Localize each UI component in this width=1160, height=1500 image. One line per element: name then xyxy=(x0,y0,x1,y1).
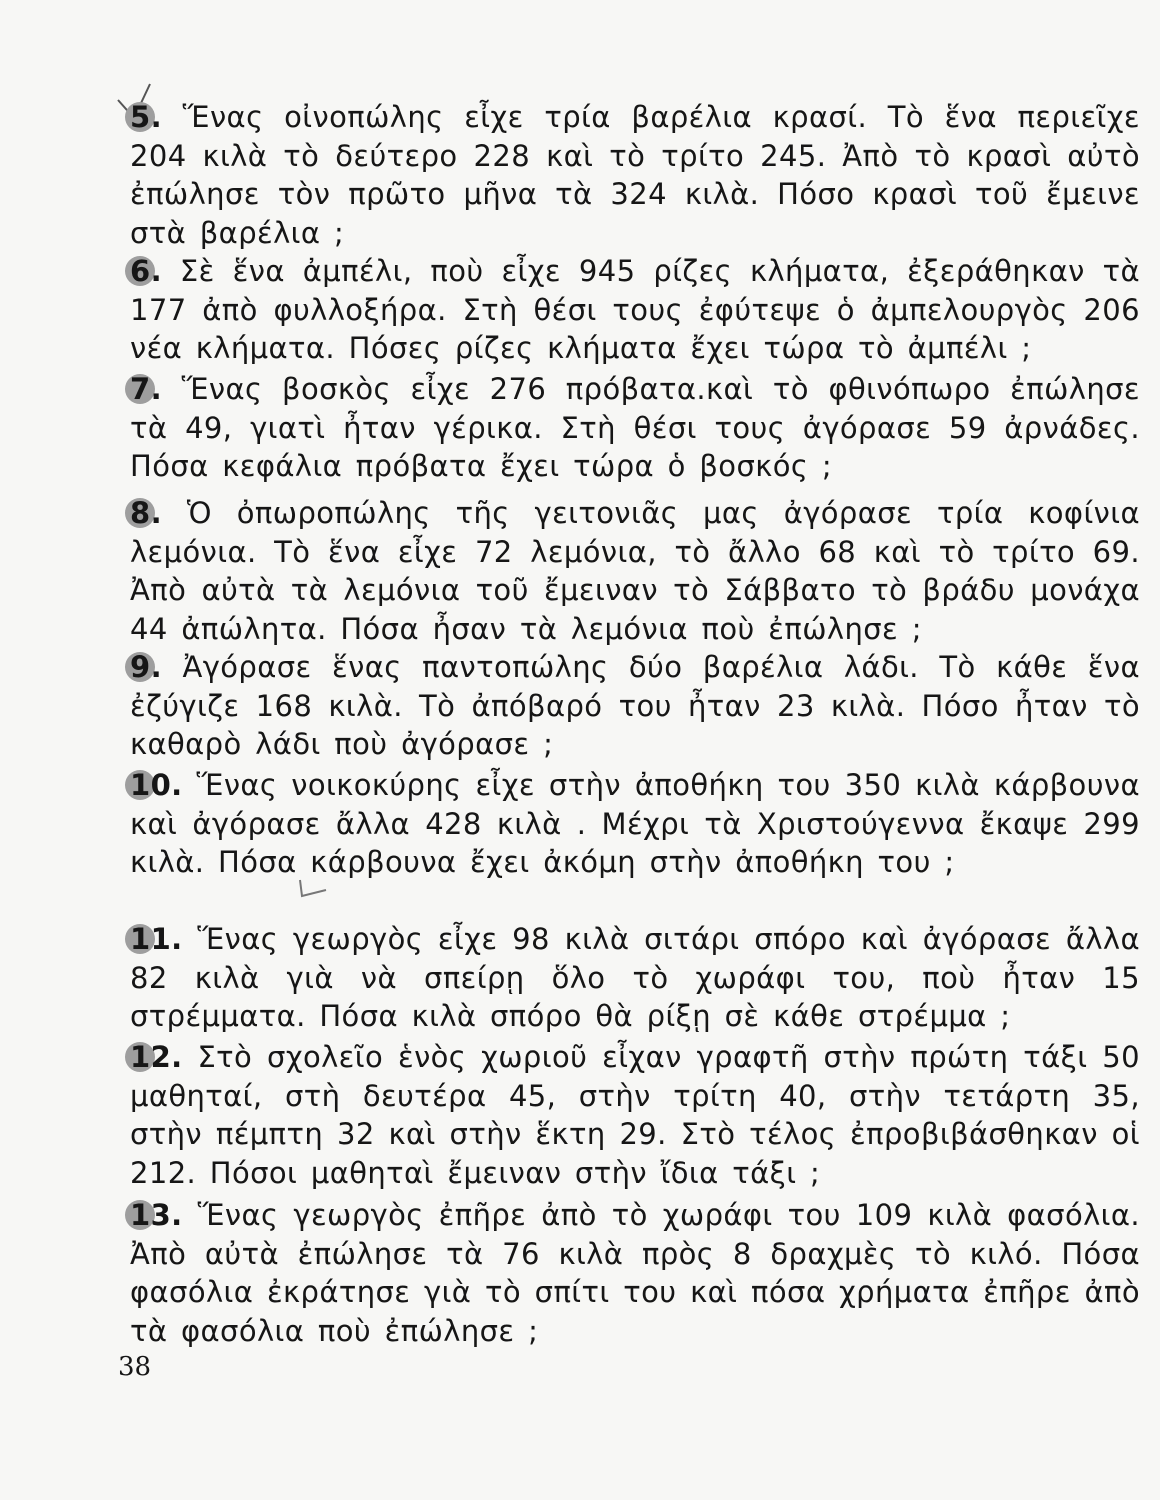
problem-number: 10. xyxy=(130,768,183,802)
problem-6 xyxy=(130,252,1140,368)
problem-text: Ἕνας οἰνοπώλης εἶχε τρία βαρέλια κρασί. Τὸ ἕνα περιεῖχε 204 κιλὰ τὸ δεύτερο 228 καὶ τὸ τρίτο 245. Ἀπὸ τὸ κρασὶ αὐτὸ ἐπώλησε τὸν πρῶτο μῆνα τὰ 324 κιλὰ. Πόσο κρασὶ τοῦ ἔμεινε στὰ βαρέλια ; xyxy=(130,100,1140,250)
problem-8 xyxy=(130,494,1140,648)
page-number: 38 xyxy=(118,1352,152,1382)
problem-text: Ἕνας γεωργὸς ἐπῆρε ἀπὸ τὸ χωράφι του 109 κιλὰ φασόλια. Ἀπὸ αὐτὰ ἐπώλησε τὰ 76 κιλὰ πρὸς 8 δραχμὲς τὸ κιλό. Πόσα φασόλια ἐκράτησε γιὰ τὸ σπίτι του καὶ πόσα χρήματα ἐπῆρε ἀπὸ τὰ φασόλια ποὺ ἐπώλησε ; xyxy=(130,1198,1141,1348)
problem-text: Ὁ ὀπωροπώλης τῆς γειτονιᾶς μας ἀγόρασε τρία κοφίνια λεμόνια. Τὸ ἕνα εἶχε 72 λεμόνια, τὸ ἄλλο 68 καὶ τὸ τρίτο 69. Ἀπὸ αὐτὰ τὰ λεμόνια τοῦ ἔμειναν τὸ Σάββατο τὸ βράδυ μονάχα 44 ἀπώλητα. Πόσα ἦσαν τὰ λεμόνια ποὺ ἐπώλησε ; xyxy=(130,496,1140,646)
problem-number: 9. xyxy=(130,650,162,684)
problem-12 xyxy=(130,1038,1140,1192)
problem-number: 7. xyxy=(130,372,162,406)
problem-number: 8. xyxy=(130,496,162,530)
problem-text: Ἕνας βοσκὸς εἶχε 276 πρόβατα.καὶ τὸ φθινόπωρο ἐπώλησε τὰ 49, γιατὶ ἦταν γέρικα. Στὴ θέσι τους ἀγόρασε 59 ἀρνάδες. Πόσα κεφάλια πρόβατα ἔχει τώρα ὁ βοσκός ; xyxy=(130,372,1140,483)
problem-number: 6. xyxy=(130,254,162,288)
problem-11 xyxy=(130,920,1140,1036)
problem-number: 5. xyxy=(130,100,162,134)
problem-13 xyxy=(130,1196,1140,1350)
problem-number: 13. xyxy=(130,1198,183,1232)
pencil-check-mark xyxy=(296,876,330,902)
problem-number: 12. xyxy=(130,1040,183,1074)
problem-text: Ἀγόρασε ἕνας παντοπώλης δύο βαρέλια λάδι. Τὸ κάθε ἕνα ἐζύγιζε 168 κιλὰ. Τὸ ἀπόβαρό του ἦταν 23 κιλὰ. Πόσο ἦταν τὸ καθαρὸ λάδι ποὺ ἀγόρασε ; xyxy=(130,650,1140,761)
problem-number: 11. xyxy=(130,922,183,956)
problem-7 xyxy=(130,370,1140,486)
problem-9 xyxy=(130,648,1140,764)
problem-text: Ἕνας νοικοκύρης εἶχε στὴν ἀποθήκη του 350 κιλὰ κάρβουνα καὶ ἀγόρασε ἄλλα 428 κιλὰ . Μέχρι τὰ Χριστούγεννα ἔκαψε 299 κιλὰ. Πόσα κάρβουνα ἔχει ἀκόμη στὴν ἀποθήκη του ; xyxy=(130,768,1140,879)
problem-text: Σὲ ἕνα ἀμπέλι, ποὺ εἶχε 945 ρίζες κλήματα, ἐξεράθηκαν τὰ 177 ἀπὸ φυλλοξήρα. Στὴ θέσι τους ἐφύτεψε ὁ ἀμπελουργὸς 206 νέα κλήματα. Πόσες ρίζες κλήματα ἔχει τώρα τὸ ἀμπέλι ; xyxy=(130,254,1140,365)
problem-10 xyxy=(130,766,1140,882)
problem-5 xyxy=(130,98,1140,252)
problem-text: Ἕνας γεωργὸς εἶχε 98 κιλὰ σιτάρι σπόρο καὶ ἀγόρασε ἄλλα 82 κιλὰ γιὰ νὰ σπείρῃ ὅλο τὸ χωράφι του, ποὺ ἦταν 15 στρέμματα. Πόσα κιλὰ σπόρο θὰ ρίξῃ σὲ κάθε στρέμμα ; xyxy=(130,922,1140,1033)
problem-text: Στὸ σχολεῖο ἑνὸς χωριοῦ εἶχαν γραφτῆ στὴν πρώτη τάξι 50 μαθηταί, στὴ δευτέρα 45, στὴν τρίτη 40, στὴν τετάρτη 35, στὴν πέμπτη 32 καὶ στὴν ἕκτη 29. Στὸ τέλος ἐπροβιβάσθηκαν οἱ 212. Πόσοι μαθηταὶ ἔμειναν στὴν ἴδια τάξι ; xyxy=(130,1040,1140,1190)
